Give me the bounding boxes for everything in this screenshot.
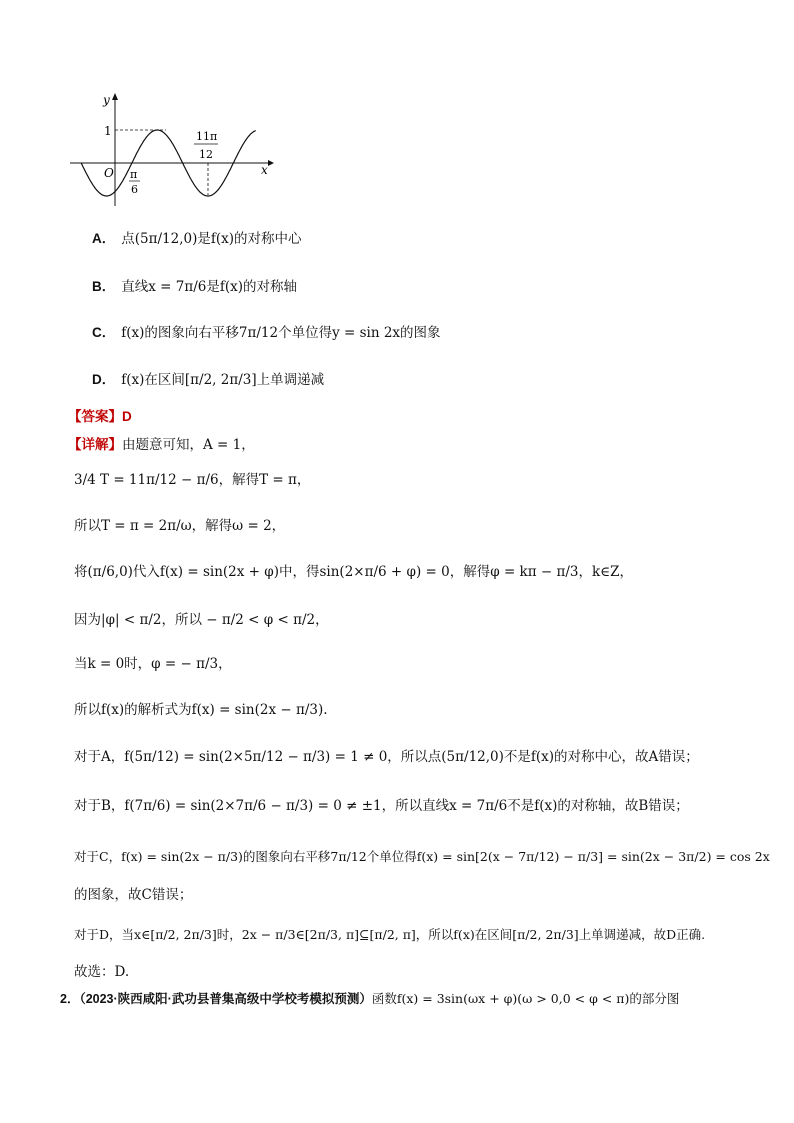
x-axis-label: x: [261, 163, 268, 177]
detail-text: 对于C，f(x) = sin(2x − π/3)的图象向右平移7π/12个单位得f(x) = sin[2(x − 7π/12) − π/3] = sin(2x − 3π/2) = cos 2x: [74, 849, 770, 864]
option-text: 直线x = 7π/6是f(x)的对称轴: [121, 279, 298, 295]
detail-line-5: 当k = 0时，φ = − π/3，: [74, 656, 232, 672]
option-text: f(x)的图象向右平移7π/12个单位得y = sin 2x的图象: [121, 325, 441, 341]
question-2: [60, 988, 679, 1010]
option-text: 点(5π/12,0)是f(x)的对称中心: [121, 231, 302, 247]
option-label: C．: [92, 325, 116, 340]
option-text: f(x)在区间[π/2, 2π/3]上单调递减: [121, 372, 325, 388]
detail-line-0: [68, 434, 255, 456]
option-a: [92, 228, 302, 250]
detail-line-11: [74, 924, 705, 946]
y-axis-arrow-icon: [112, 93, 118, 100]
detail-line-2: 所以T = π = 2π/ω，解得ω = 2，: [74, 518, 286, 534]
question-stem: 函数f(x) = 3sin(ωx + φ)(ω > 0,0 < φ < π)的部分图: [371, 991, 680, 1006]
option-d: [92, 369, 324, 391]
option-label: B．: [92, 279, 116, 294]
detail-text: 对于B，f(7π/6) = sin(2×7π/6 − π/3) = 0 ≠ ±1，所以直线x = 7π/6不是f(x)的对称轴，故B错误；: [74, 798, 689, 814]
eleven-den: 12: [199, 148, 213, 161]
detail-line-8: [74, 795, 689, 817]
detail-line-3: 将(π/6,0)代入f(x) = sin(2x + φ)中，得sin(2×π/6 + φ) = 0，解得φ = kπ − π/3，k∈Z，: [74, 564, 634, 580]
option-label: D．: [92, 372, 116, 387]
max-label: 1: [104, 124, 112, 138]
detail-text: 由题意可知，A = 1，: [122, 437, 255, 453]
detail-text: 对于D，当x∈[π/2, 2π/3]时，2x − π/3∈[2π/3, π]⊆[π/2, π]，所以f(x)在区间[π/2, 2π/3]上单调递减，故D正确.: [74, 927, 706, 942]
x-axis-arrow-icon: [268, 160, 274, 166]
detail-tag: 【详解】: [68, 437, 122, 452]
answer-line: [68, 406, 132, 428]
detail-line-7: [74, 746, 699, 768]
detail-text: 对于A，f(5π/12) = sin(2×5π/12 − π/3) = 1 ≠ 0，所以点(5π/12,0)不是f(x)的对称中心，故A错误；: [74, 749, 699, 765]
detail-line-1: 3/4 T = 11π/12 − π/6，解得T = π，: [74, 472, 311, 488]
option-b: [92, 276, 297, 298]
detail-line-9: [74, 846, 770, 868]
detail-line-6: 所以f(x)的解析式为f(x) = sin(2x − π/3).: [74, 702, 328, 718]
answer-tag: 【答案】: [68, 409, 122, 424]
option-c: [92, 322, 441, 344]
y-axis-label: y: [103, 93, 110, 107]
detail-line-4: 因为|φ| < π/2，所以 − π/2 < φ < π/2，: [74, 612, 329, 628]
pi6-den: 6: [131, 183, 138, 196]
answer-value: D: [122, 409, 132, 424]
sine-graph: [60, 88, 280, 213]
question-source: （2023·陕西咸阳·武功县普集高级中学校考模拟预测）: [79, 992, 372, 1006]
detail-line-10: 的图象，故C错误；: [74, 887, 193, 903]
question-number: 2．: [60, 992, 80, 1006]
eleven-num: 11π: [196, 130, 218, 143]
pi6-num: π: [130, 168, 138, 181]
origin-label: O: [104, 166, 114, 180]
detail-line-12: 故选：D.: [74, 964, 130, 980]
option-label: A．: [92, 231, 116, 246]
